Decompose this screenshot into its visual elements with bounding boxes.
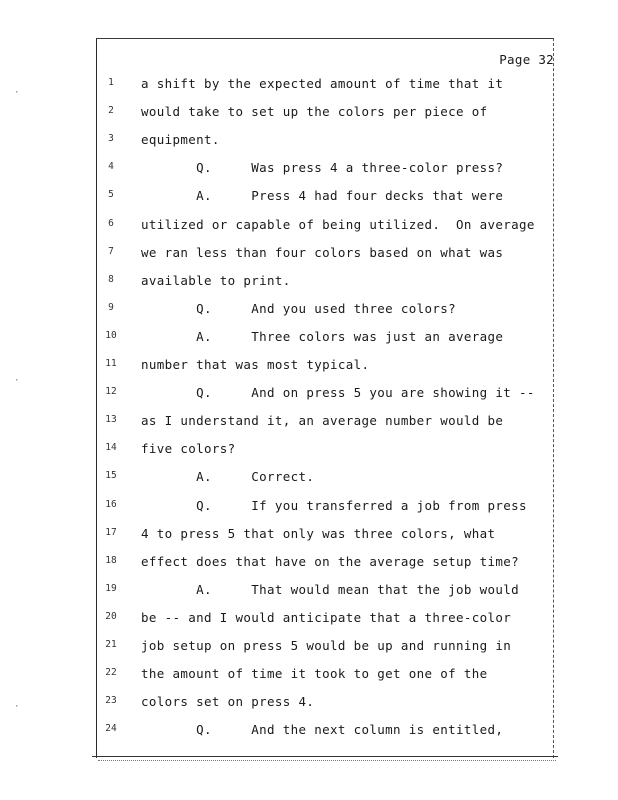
line-number: 19 [105,582,117,594]
transcript-line: colors set on press 4. [141,694,315,710]
page-number: Page 32 [499,52,554,67]
transcript-line: Q. If you transferred a job from press [141,497,527,513]
line-number: 18 [105,554,117,566]
transcript-line: job setup on press 5 would be up and running in [141,638,512,653]
line-number: 14 [105,442,117,454]
transcript-line: we ran less than four colors based on what was [141,244,504,260]
transcript-line: A. Correct. [141,469,315,485]
line-number: 24 [105,723,117,735]
transcript-line: Q. And on press 5 you are showing it -- [141,385,535,401]
transcript-line: would take to set up the colors per piece of [141,104,488,120]
bottom-rule [92,756,558,757]
transcript-line: Q. And you used three colors? [141,300,457,316]
line-number: 10 [105,329,117,341]
line-number: 11 [105,358,117,369]
line-number: 13 [105,414,117,426]
line-number: 21 [105,639,117,650]
margin-speck: · [14,88,20,98]
transcript-line: a shift by the expected amount of time that it [141,76,504,91]
transcript-line: available to print. [141,272,291,288]
transcript-line: effect does that have on the average setup time? [141,553,520,569]
transcript-line: Q. Was press 4 a three-color press? [141,160,504,176]
line-number: 5 [108,189,114,201]
line-number: 20 [105,610,117,622]
transcript-line: five colors? [141,441,236,457]
transcript-line: utilized or capable of being utilized. On average [141,216,535,232]
transcript-line: number that was most typical. [141,357,370,372]
transcript-line: A. Press 4 had four decks that were [141,188,504,204]
line-number: 2 [108,105,114,117]
line-number: 7 [108,245,114,257]
transcript-line: equipment. [141,132,220,148]
bottom-rule-secondary [98,760,556,761]
transcript-line: A. That would mean that the job would [141,581,520,597]
transcript-line: the amount of time it took to get one of the [141,666,488,682]
line-number: 17 [105,526,117,538]
line-number: 23 [105,695,117,707]
line-number: 3 [108,133,114,145]
line-number: 16 [105,498,117,510]
line-number: 1 [108,77,114,88]
margin-speck: · [14,376,20,386]
line-number: 9 [108,301,114,313]
line-number: 12 [105,386,117,398]
line-number: 6 [108,217,114,229]
transcript-line: A. Three colors was just an average [141,328,504,344]
transcript-line: be -- and I would anticipate that a three-color [141,609,512,625]
margin-speck: · [14,702,20,712]
transcript-line: as I understand it, an average number would be [141,413,504,429]
line-number: 4 [108,161,114,173]
line-number: 22 [105,667,117,679]
line-number: 15 [105,470,117,482]
transcript-line: Q. And the next column is entitled, [141,722,504,738]
transcript-line: 4 to press 5 that only was three colors, what [141,525,496,541]
line-number: 8 [108,273,114,285]
